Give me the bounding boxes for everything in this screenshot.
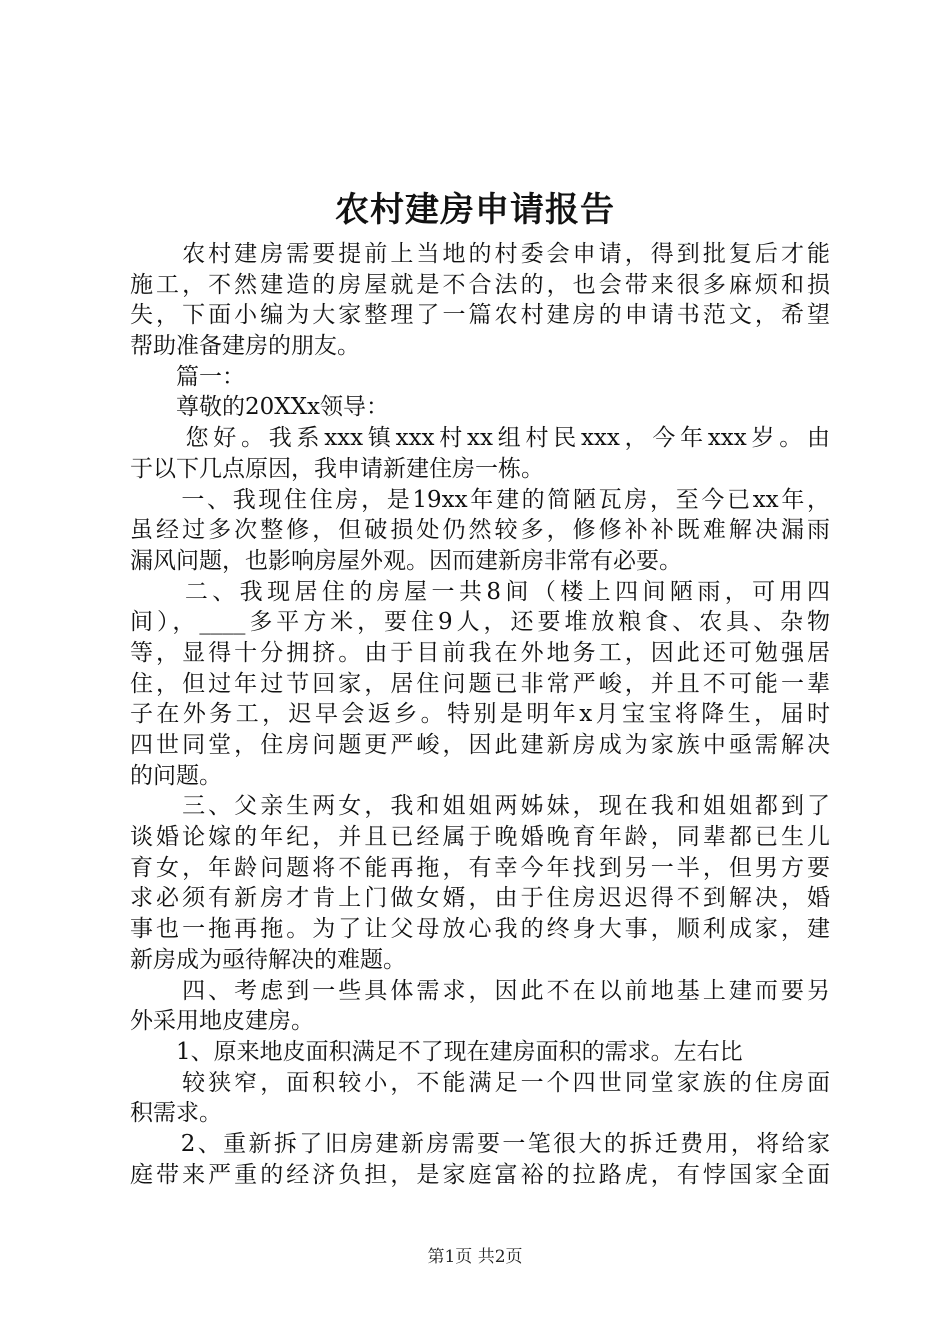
body-line: 三、父亲生两女，我和姐姐两姊妹，现在我和姐姐都到了 [130, 793, 830, 820]
body-line: 帮助准备建房的朋友。 [130, 333, 360, 360]
document-title: 农村建房申请报告 [335, 190, 615, 230]
body-line: 四世同堂，住房问题更严峻，因此建新房成为家族中亟需解决 [130, 732, 830, 758]
body-line: 农村建房需要提前上当地的村委会申请，得到批复后才能 [130, 241, 830, 267]
body-line: 外采用地皮建房。 [130, 1008, 314, 1035]
body-line: 住，但过年过节回家，居住问题已非常严峻，并且不可能一辈 [130, 670, 830, 697]
body-line: 漏风问题，也影响房屋外观。因而建新房非常有必要。 [130, 547, 682, 574]
body-line: 新房成为亟待解决的难题。 [130, 946, 406, 973]
body-line: 谈婚论嫁的年纪，并且已经属于晚婚晚育年龄，同辈都已生儿 [130, 824, 830, 851]
document-body [130, 239, 830, 1190]
body-line: 求必须有新房才肯上门做女婿，由于住房迟迟得不到解决，婚 [130, 885, 830, 912]
body-line: 施工，不然建造的房屋就是不合法的，也会带来很多麻烦和损 [130, 271, 830, 298]
body-line: 一、我现住住房，是19xx年建的简陋瓦房，至今已xx年， [130, 486, 830, 513]
body-line: 2、重新拆了旧房建新房需要一笔很大的拆迁费用，将给家 [130, 1130, 830, 1157]
body-line: 较狭窄，面积较小，不能满足一个四世同堂家族的住房面 [130, 1069, 830, 1096]
body-line: 的问题。 [130, 762, 222, 789]
body-line: 等，显得十分拥挤。由于目前我在外地务工，因此还可勉强居 [130, 639, 830, 666]
body-line: 四、考虑到一些具体需求，因此不在以前地基上建而要另 [130, 977, 830, 1004]
body-line: 尊敬的20XXx领导： [130, 394, 389, 421]
body-line: 1、原来地皮面积满足不了现在建房面积的需求。左右比 [130, 1038, 743, 1065]
body-line: 二、我现居住的房屋一共8间（楼上四间陋雨，可用四 [130, 578, 830, 605]
body-line: 积需求。 [130, 1100, 222, 1127]
body-line: 失，下面小编为大家整理了一篇农村建房的申请书范文，希望 [130, 302, 830, 329]
body-line: 间），____多平方米，要住9人，还要堆放粮食、农具、杂物 [130, 609, 830, 636]
body-line: 事也一拖再拖。为了让父母放心我的终身大事，顺利成家，建 [130, 916, 830, 943]
body-line: 育女，年龄问题将不能再拖，有幸今年找到另一半，但男方要 [130, 854, 830, 881]
body-line: 篇一： [130, 363, 245, 390]
body-line: 您好。我系xxx镇xxx村xx组村民xxx，今年xxx岁。由 [130, 425, 830, 452]
page-footer: 第1页 共2页 [427, 1247, 523, 1267]
body-line: 虽经过多次整修，但破损处仍然较多，修修补补既难解决漏雨 [130, 517, 830, 544]
body-line: 庭带来严重的经济负担，是家庭富裕的拉路虎，有悖国家全面 [130, 1161, 830, 1188]
body-line: 于以下几点原因，我申请新建住房一栋。 [130, 455, 544, 482]
body-line: 子在外务工，迟早会返乡。特别是明年x月宝宝将降生，届时 [130, 701, 830, 728]
